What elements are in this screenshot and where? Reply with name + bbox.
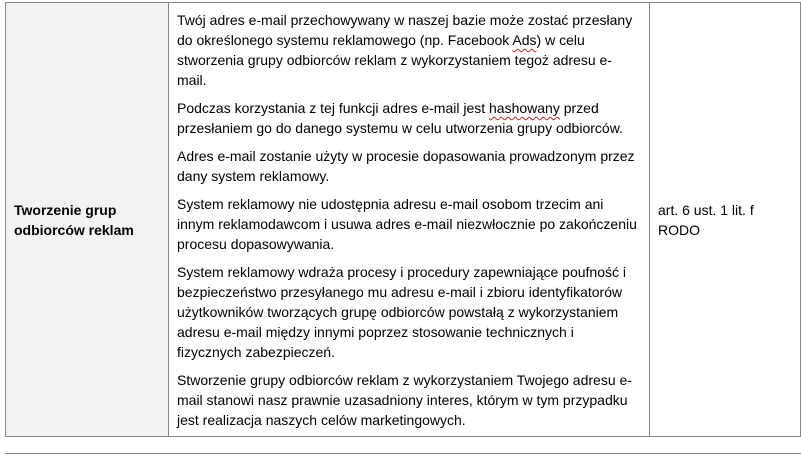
purpose-title: Tworzenie grup odbiorców reklam [14,201,134,238]
description-paragraph-2 [177,98,641,138]
paragraph-text: ) w celu stworzenia grupy odbiorców reklam z wykorzystaniem tegoż adresu e-mail. [177,32,612,88]
description-paragraph-5: System reklamowy wdraża procesy i procedury zapewniające poufność i bezpieczeństwo przesyłanego mu adresu e-mail i zbioru identyfikatorów użytkowników tworzących grupę odbiorców powstałą z wykorzystaniem adresu e-mail między innymi poprzez stosowanie technicznych i fizycznych zabezpieczeń. [177,264,626,360]
purpose-cell [6,3,169,437]
description-paragraph-6: Stworzenie grupy odbiorców reklam z wykorzystaniem Twojego adresu e-mail stanowi nasz prawnie uzasadniony interes, którym w tym przypadku jest realizacja naszych celów marketingowych. [177,372,632,428]
description-paragraph-3: Adres e-mail zostanie użyty w procesie dopasowania prowadzonym przez dany system reklamowy. [177,148,635,184]
spellcheck-flagged-word: hashowany [489,100,560,116]
description-paragraph-1 [177,10,641,90]
paragraph-text: Podczas korzystania z tej funkcji adres e-mail jest [177,100,490,116]
paragraph-text: przed przesłaniem go do danego systemu w celu utworzenia grupy odbiorców. [177,100,623,136]
description-paragraph-4: System reklamowy nie udostępnia adresu e-mail osobom trzecim ani innym reklamodawcom i usuwa adres e-mail niezwłocznie po zakończeniu procesu dopasowywania. [177,196,637,252]
legal-basis-cell [650,3,801,437]
next-row-border [5,453,801,459]
description-cell [169,3,650,437]
processing-purposes-table [5,2,801,437]
table-row [6,3,801,437]
legal-basis-text: art. 6 ust. 1 lit. f RODO [658,201,754,238]
paragraph-text: Twój adres e-mail przechowywany w naszej bazie może zostać przesłany do określonego systemu reklamowego (np. Facebook [177,12,633,48]
spellcheck-flagged-word: Ads [512,32,537,48]
